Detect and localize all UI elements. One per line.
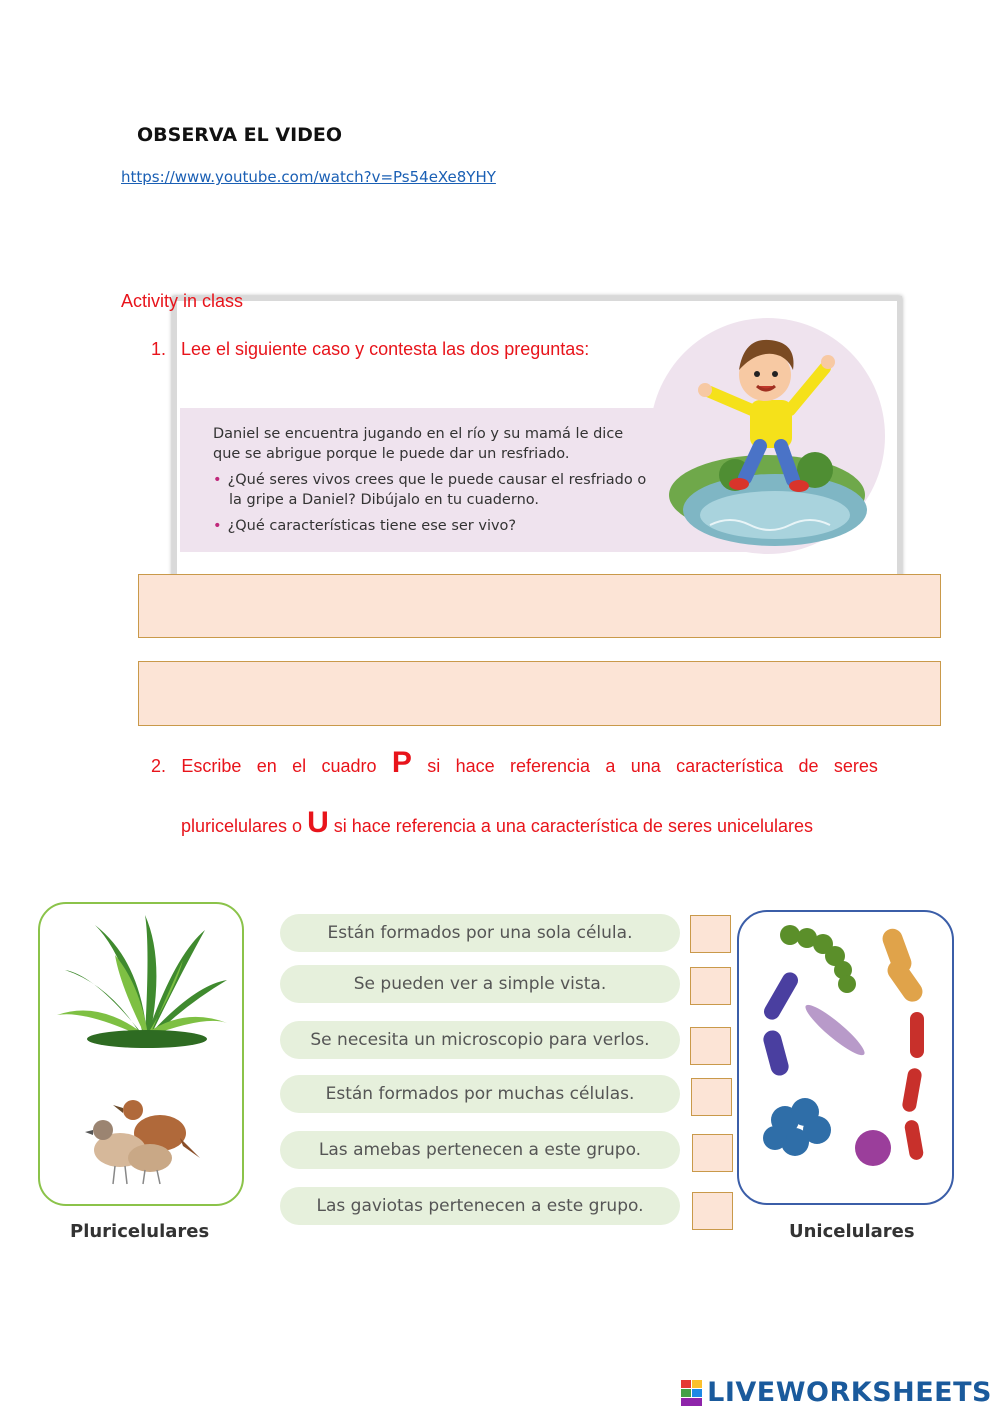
- page-title: OBSERVA EL VIDEO: [137, 124, 343, 146]
- activity-label: Activity in class: [121, 291, 244, 311]
- bullet-icon: •: [213, 472, 222, 488]
- question-1-text: Lee el siguiente caso y contesta las dos preguntas:: [181, 339, 590, 359]
- statement-pill: Las amebas pertenecen a este grupo.: [280, 1131, 680, 1169]
- q2-word: referencia: [509, 756, 590, 776]
- bullet-icon: •: [213, 518, 222, 534]
- answer-checkbox-1[interactable]: [690, 915, 731, 953]
- q2-word: cuadro: [321, 756, 377, 776]
- answer-checkbox-3[interactable]: [690, 1027, 731, 1065]
- case-bullet-1-text: ¿Qué seres vivos crees que le puede causar el resfriado o la gripe a Daniel? Dibújalo en tu cuaderno.: [227, 472, 647, 508]
- question-2: [151, 746, 878, 840]
- case-bullet-2-text: ¿Qué características tiene ese ser vivo?: [227, 518, 517, 534]
- letter-p: P: [391, 746, 412, 779]
- q2-word: una: [630, 756, 661, 776]
- case-paragraph: Daniel se encuentra jugando en el río y su mamá le dice que se abrigue porque le puede dar un resfriado.: [213, 426, 624, 462]
- q2-word: el: [292, 756, 307, 776]
- plant-icon: [55, 915, 230, 1050]
- q2-word: Escribe: [181, 756, 242, 776]
- question-1-number: 1.: [151, 339, 167, 359]
- case-bullet-1: [213, 470, 653, 510]
- q2-line2-start: pluricelulares o: [181, 816, 303, 836]
- case-bullet-2: [213, 516, 653, 536]
- birds-icon: [85, 1088, 205, 1188]
- q2-word: hace: [455, 756, 495, 776]
- q2-line2-end: si hace referencia a una característica de seres unicelulares: [333, 816, 814, 836]
- statement-pill: Las gaviotas pertenecen a este grupo.: [280, 1187, 680, 1225]
- q2-word: si: [427, 756, 441, 776]
- q2-word: característica: [676, 756, 784, 776]
- q2-word: seres: [833, 756, 878, 776]
- video-link[interactable]: https://www.youtube.com/watch?v=Ps54eXe8YHY: [121, 168, 496, 186]
- question-2-number: 2.: [151, 756, 167, 776]
- q2-word: a: [605, 756, 616, 776]
- q2-word: de: [798, 756, 819, 776]
- statement-pill: Están formados por una sola célula.: [280, 914, 680, 952]
- question-2-line-1: [151, 746, 878, 780]
- case-text: [213, 424, 653, 542]
- unicelulares-label: Unicelulares: [789, 1221, 915, 1242]
- statement-pill: Se pueden ver a simple vista.: [280, 965, 680, 1003]
- answer-checkbox-4[interactable]: [691, 1078, 732, 1116]
- statement-pill: Están formados por muchas células.: [280, 1075, 680, 1113]
- liveworksheets-logo-icon: [681, 1380, 703, 1406]
- liveworksheets-logo-text: LIVEWORKSHEETS: [707, 1377, 992, 1408]
- statement-pill: Se necesita un microscopio para verlos.: [280, 1021, 680, 1059]
- question-2-line-2: [151, 806, 878, 840]
- answer-checkbox-5[interactable]: [692, 1134, 733, 1172]
- answer-box-1[interactable]: [138, 574, 941, 638]
- answer-checkbox-6[interactable]: [692, 1192, 733, 1230]
- question-1: [151, 339, 589, 360]
- pluricelulares-label: Pluricelulares: [70, 1221, 210, 1242]
- liveworksheets-logo: [681, 1377, 992, 1408]
- boy-jumping-illustration: [665, 320, 870, 550]
- answer-checkbox-2[interactable]: [690, 967, 731, 1005]
- letter-u: U: [307, 806, 329, 839]
- microorganisms-icon: [755, 920, 940, 1180]
- q2-word: en: [256, 756, 277, 776]
- answer-box-2[interactable]: [138, 661, 941, 726]
